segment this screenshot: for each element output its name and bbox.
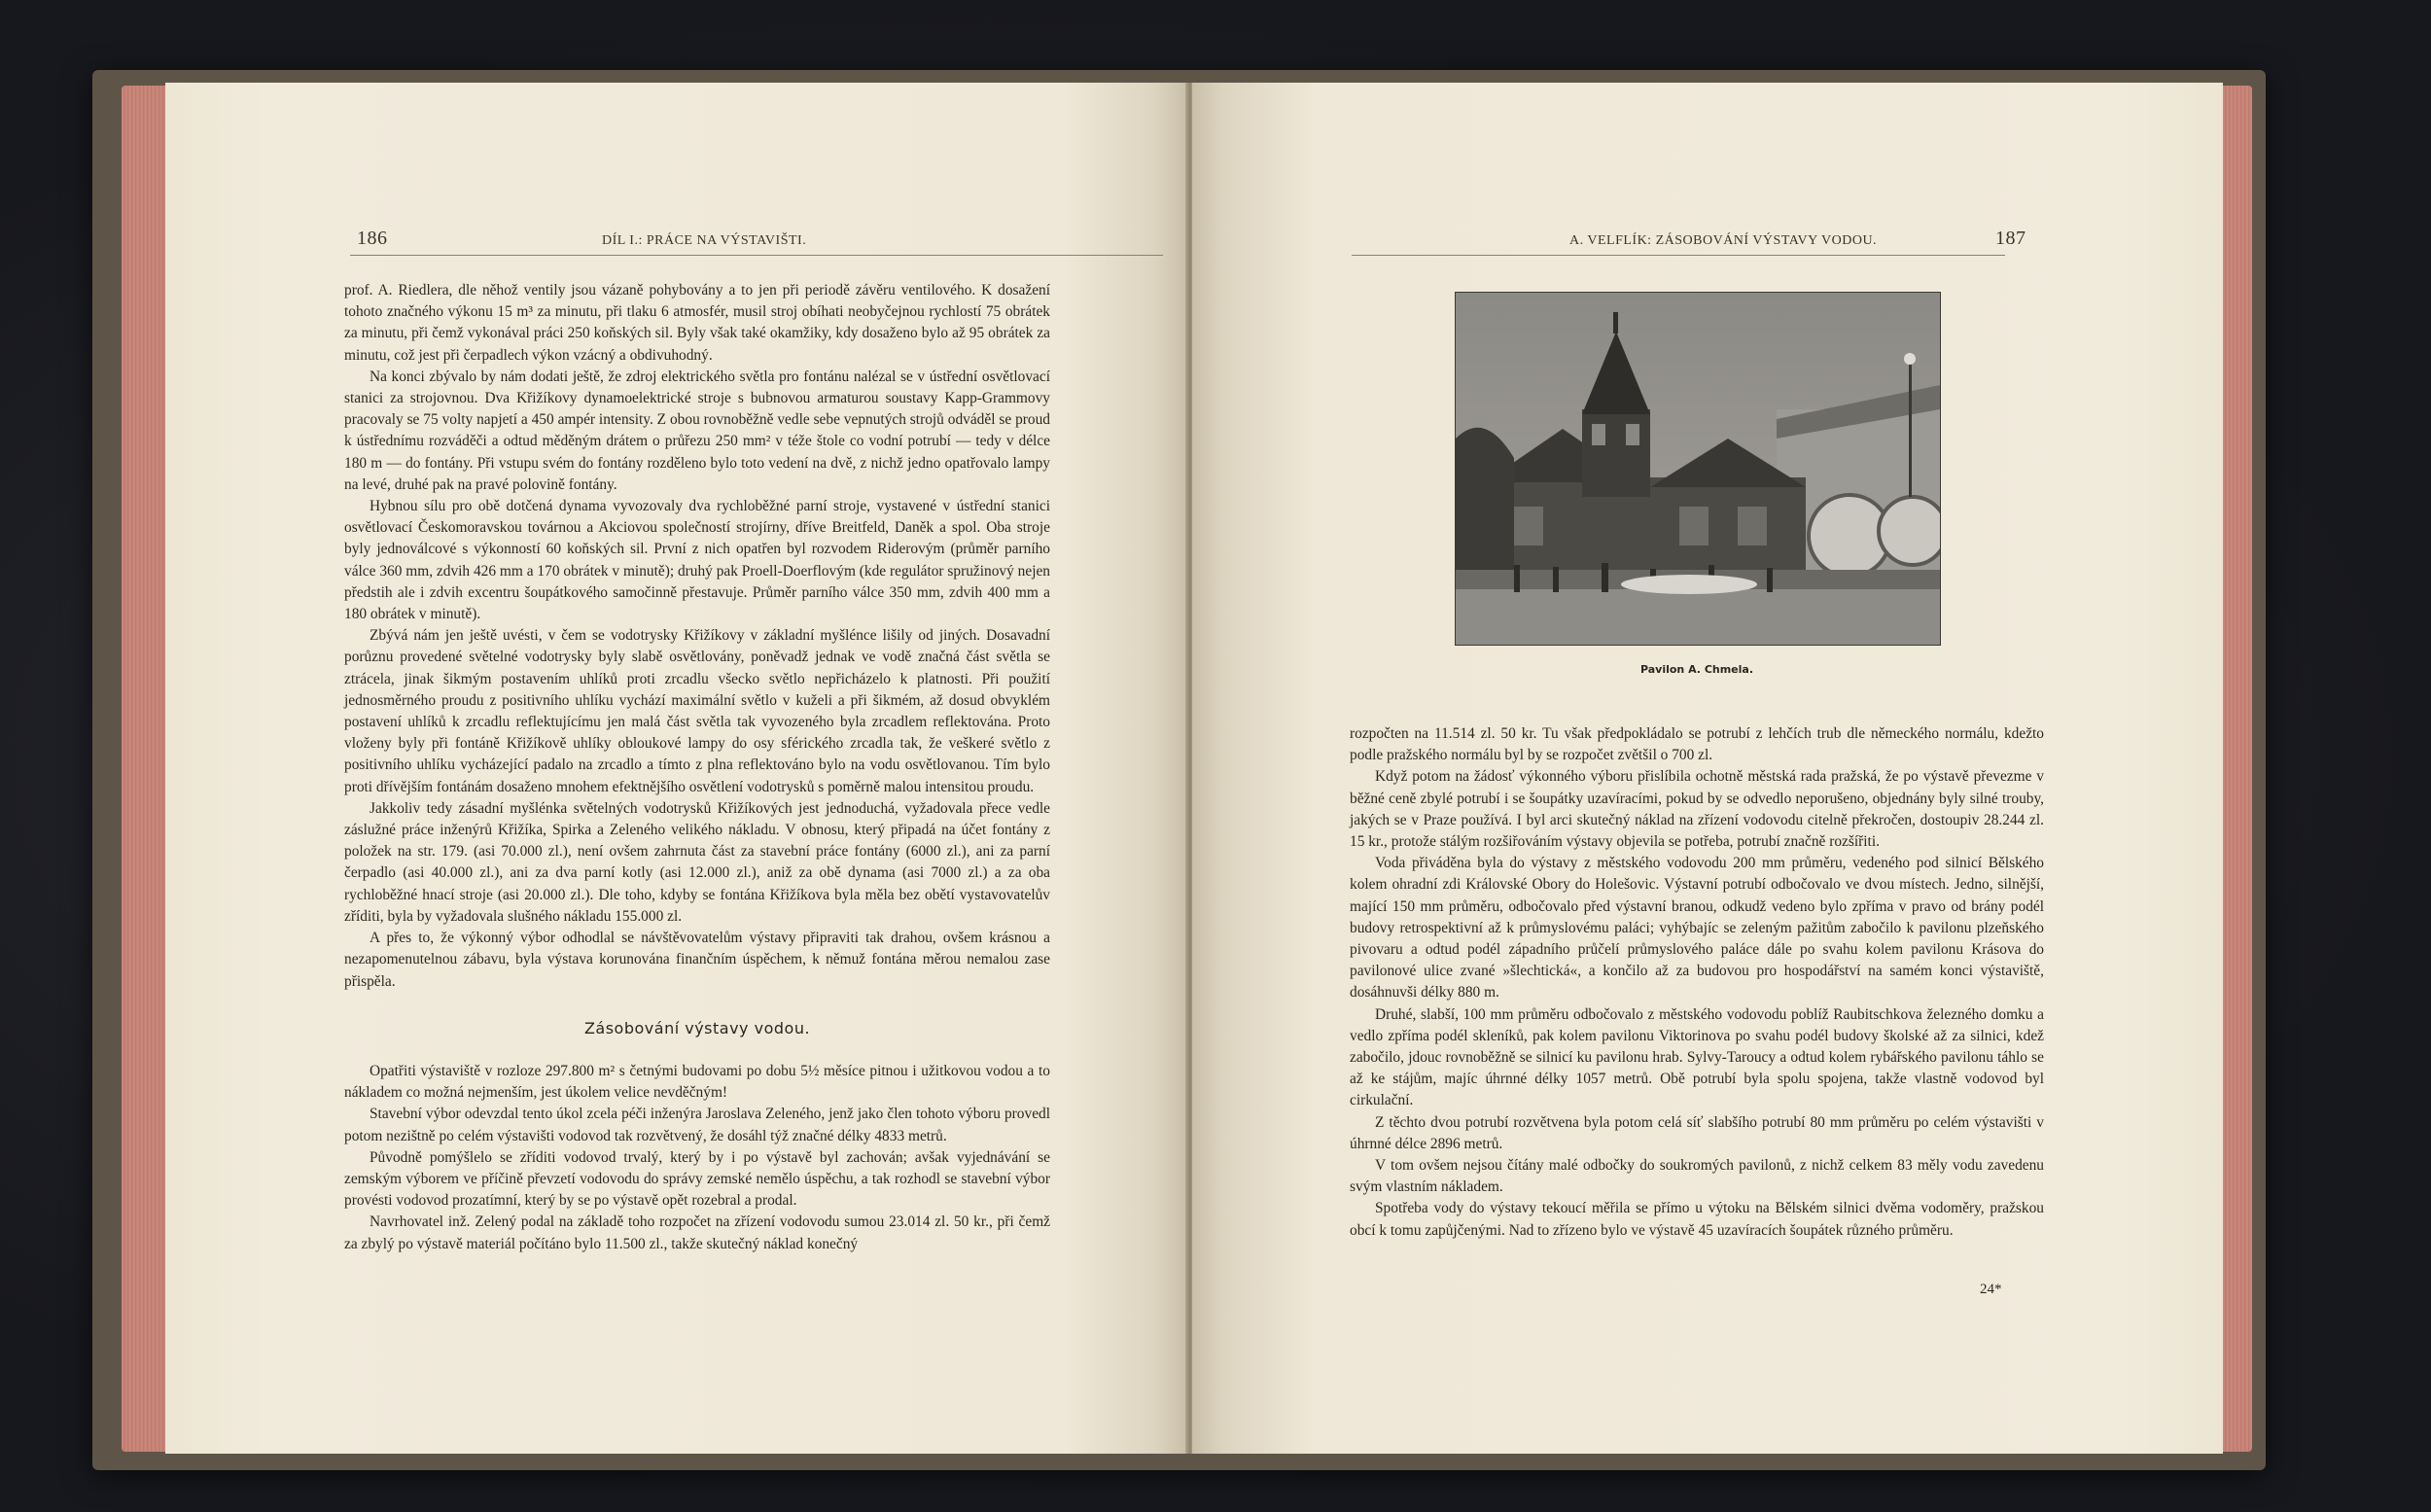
pavilion-illustration: [1456, 293, 1940, 645]
right-header-rule: [1352, 255, 2005, 256]
right-paragraph: Když potom na žádosť výkonného výboru přislíbila ochotně městská rada pražská, že po výstavě převezme v běžné ceně zbylé potrubí i se šoupátky uzavíracími, pokud by se odvedlo neporušeno, objednány byly silné trouby, jakých se v Praze používá. I byl arci skutečný náklad na zřízení vodovodu citelně překročen, dostoupiv 28.244 zl. 15 kr., protože stálým rozšiřováním výstavy objevila se potřeba, potrubí značně rozšířiti.: [1350, 768, 2044, 851]
right-paragraph: Spotřeba vody do výstavy tekoucí měřila se přímo u výtoku na Bělském silnici dvěma vodoměry, pražskou obcí k tomu zapůjčenými. Nad to zřízeno bylo ve výstavě 45 uzavíracích šoupátek různého průměru.: [1350, 1200, 2044, 1239]
left-header-rule: [350, 255, 1163, 256]
right-paragraph: Druhé, slabší, 100 mm průměru odbočovalo z městského vodovodu poblíž Raubitschkova železného domku a vedlo zpříma podél skleníků, pak kolem pavilonu Viktorinova po svahu podél budovy školské až za silnici, kdež zabočilo, jdouc rovnoběžně se silnicí ku pavilonu hrab. Sylvy-Taroucy a odtud kolem rybářského pavilonu táhlo se až ke stájům, majíc úhrnné délky 1057 metrů. Obě potrubí byla spolu spojena, takže vlastně vodovod byl cirkulační.: [1350, 1005, 2044, 1109]
signature-mark: 24*: [1980, 1282, 2002, 1297]
left-paragraph: Na konci zbývalo by nám dodati ještě, že zdroj elektrického světla pro fontánu nalézal se v ústřední osvětlovací stanici za strojovnou. Dva Křižíkovy dynamoelektrické stroje s bubnovou armaturou soustavy Kapp-Grammovy pracovaly se 75 volty napjetí a 450 ampér intensity. Z obou rovnoběžně vedle sebe vepnutých strojů odváděl se proud k ústřednímu rozváděči a odtud měděným drátem o průřezu 250 mm² v téže štole co vodní potrubí — tedy v délce 180 m — do fontány. Při vstupu svém do fontány rozděleno bylo toto vedení na dvě, z nichž jedno opatřovalo lampy na levé, druhé pak na pravé polovině fontány.: [344, 368, 1050, 493]
left-paragraph: Hybnou sílu pro obě dotčená dynama vyvozovaly dva rychloběžné parní stroje, vystavené v ústřední stanici osvětlovací Českomoravskou továrnou a Akciovou společností strojírny, dříve Breitfeld, Daněk a spol. Oba stroje byly jednoválcové s výkonností 60 koňských sil. První z nich opatřen byl rozvodem Riderovým (průměr parního válce 360 mm, zdvih 426 mm a 170 obrátek v minutě); druhý pak Proell-Doerflovým (kde regulátor spružinový nejen předstih ale i zdvih excentru šoupátkového samočinně přestavuje. Průměr parního válce 350 mm, zdvih 400 mm a 180 obrátek v minutě).: [344, 498, 1050, 623]
left-paragraph: Jakkoliv tedy zásadní myšlénka světelných vodotrysků Křižíkových jest jednoduchá, vyžadovala přece vedle záslužné práce inženýrů Křižíka, Spirka a Zeleného velikého nákladu. V obnosu, který připadá na účet fontány z položek na str. 179. (asi 70.000 zl.), není ovšem zahrnuta část za stavební práce fontány (6000 zl.), ani za parní čerpadlo (asi 40.000 zl.), ani za dva parní kotly (asi 12.000 zl.), aniž za obě dynama (asi 7000 zl.) a za oba rychloběžné hnací stroje (asi 20.000 zl.). Dle toho, kdyby se fontána Křižíkova byla měla bez obětí vystavovatelův zříditi, byla by vyžadovala slušného nákladu 155.000 zl.: [344, 799, 1050, 925]
right-body-text: [1350, 723, 2044, 1242]
left-paragraph: Stavební výbor odevzdal tento úkol zcela péči inženýra Jaroslava Zeleného, jenž jako člen tohoto výboru provedl potom nezištně po celém výstavišti vodovod tak rozvětvený, že dosáhl týž značné délky 4833 metrů.: [344, 1106, 1050, 1144]
left-running-head: DÍL I.: PRÁCE NA VÝSTAVIŠTI.: [602, 233, 807, 248]
left-paragraph: Navrhovatel inž. Zelený podal na základě toho rozpočet na zřízení vodovodu sumou 23.014 zl. 50 kr., při čemž za zbylý po výstavě materiál počítáno bylo 11.500 zl., takže skutečný náklad konečný: [344, 1213, 1050, 1252]
figure-caption: Pavilon A. Chmela.: [1639, 663, 1754, 676]
left-page-number: 186: [357, 228, 388, 249]
right-page-header: [1352, 228, 2026, 255]
right-running-head: A. VELFLÍK: ZÁSOBOVÁNÍ VÝSTAVY VODOU.: [1569, 233, 1878, 248]
left-paragraph: prof. A. Riedlera, dle něhož ventily jsou vázaně pohybovány a to jen při periodě závěru ventilového. K dosažení tohoto značného výkonu 15 m³ za minutu, při tlaku 6 atmosfér, musil stroj obíhati neobyčejnou rychlostí 75 obrátek za minutu, při čemž vykonával práci 250 koňských sil. Byly však také okamžiky, kdy dosaženo bylo až 95 obrátek za minutu, což jest při čerpadlech výkon vzácný a obdivuhodný.: [344, 282, 1050, 364]
section-heading: Zásobování výstavy vodou.: [583, 1018, 811, 1037]
left-paragraph: A přes to, že výkonný výbor odhodlal se návštěvovatelům výstavy připraviti tak drahou, ovšem krásnou a nezapomenutelnou zábavu, byla výstava korunována finančním úspěchem, k němuž fontána měrou nemalou zase přispěla.: [344, 930, 1050, 990]
left-body-text: [344, 280, 1050, 1255]
right-page-number: 187: [1995, 228, 2026, 249]
left-paragraph: Zbývá nám jen ještě uvésti, v čem se vodotrysky Křižíkovy v základní myšlénce lišily od jiných. Dosavadní porůznu provedené světelné vodotrysky byly slabě osvětlovány, poněvadž jednak ve vodě značná část světla se ztrácela, jinak šikmým postavením uhlíků proti zrcadlu všecko světlo nepřicházelo k platnosti. Při použití jednosměrného proudu z positivního uhlíku vychází maximální světlo v kuželi a při šikmém, až dosud obvyklém postavení uhlíků k zrcadlu reflektujícímu jen malá část světla tak vyvozeného byla zrcadlem reflektována. Proto vloženy byly při fontáně Křižíkově uhlíky obloukové lampy do osy sférického zrcadla tak, že veškeré světlo z positivního uhlíku vycházející padalo na zrcadlo a tímto z plna reflektováno bylo na vodu osvětlovanou. Tím bylo proti dřívějším fontánám dosaženo mnohem efektnějšího osvětlení vodotrysků s poměrně malou intensitou proudu.: [344, 627, 1050, 795]
left-paragraph: Původně pomýšlelo se zříditi vodovod trvalý, který by i po výstavě byl zachován; avšak vyjednávání se zemským výborem ve příčině převzetí vodovodu do správy zemské nemělo úspěchu, a tak rozhodl se stavební výbor provésti vodovod prozatímní, který by se po výstavě opět rozebral a prodal.: [344, 1148, 1050, 1210]
right-paragraph: Voda přiváděna byla do výstavy z městského vodovodu 200 mm průměru, vedeného pod silnicí Bělského kolem ohradní zdi Královské Obory do Holešovic. Výstavní potrubí odbočovalo ve dvou místech. Jedno, silnější, mající 150 mm průměru, odbočovalo před výstavní branou, odkudž vedeno bylo zpříma v pravo od brány podél budovy retrospektivní až k průmyslovému paláci; vyhýbajíc se zeleným pažitům zabočilo k pavilonu plzeňského pivovaru a odtud podél západního průčelí průmyslového paláce dále po svahu kolem pavilonu Krásova do pavilonové ulice zvané »šlechtická«, a končilo až za budovou pro hospodářství na samém konci výstaviště, dosáhnuvši délky 880 m.: [1350, 855, 2044, 1002]
left-page-header: [350, 228, 1163, 255]
right-paragraph: rozpočten na 11.514 zl. 50 kr. Tu však předpokládalo se potrubí z lehčích trub dle německého normálu, kdežto podle pražského normálu byl by se rozpočet zvětšil o 700 zl.: [1350, 725, 2044, 764]
pavilion-photograph: [1455, 292, 1941, 646]
left-paragraph: Opatřiti výstaviště v rozloze 297.800 m² s četnými budovami po dobu 5½ měsíce pitnou i užitkovou vodou a to nákladem co možná nejmenším, jest úkolem velice nevděčným!: [344, 1062, 1050, 1102]
right-paragraph: Z těchto dvou potrubí rozvětvena byla potom celá síť slabšího potrubí 80 mm průměru po celém výstavišti v úhrnné délce 2896 metrů.: [1350, 1113, 2044, 1152]
right-paragraph: V tom ovšem nejsou čítány malé odbočky do soukromých pavilonů, z nichž celkem 83 měly vodu zavedenu svým vlastním nákladem.: [1350, 1157, 2044, 1196]
